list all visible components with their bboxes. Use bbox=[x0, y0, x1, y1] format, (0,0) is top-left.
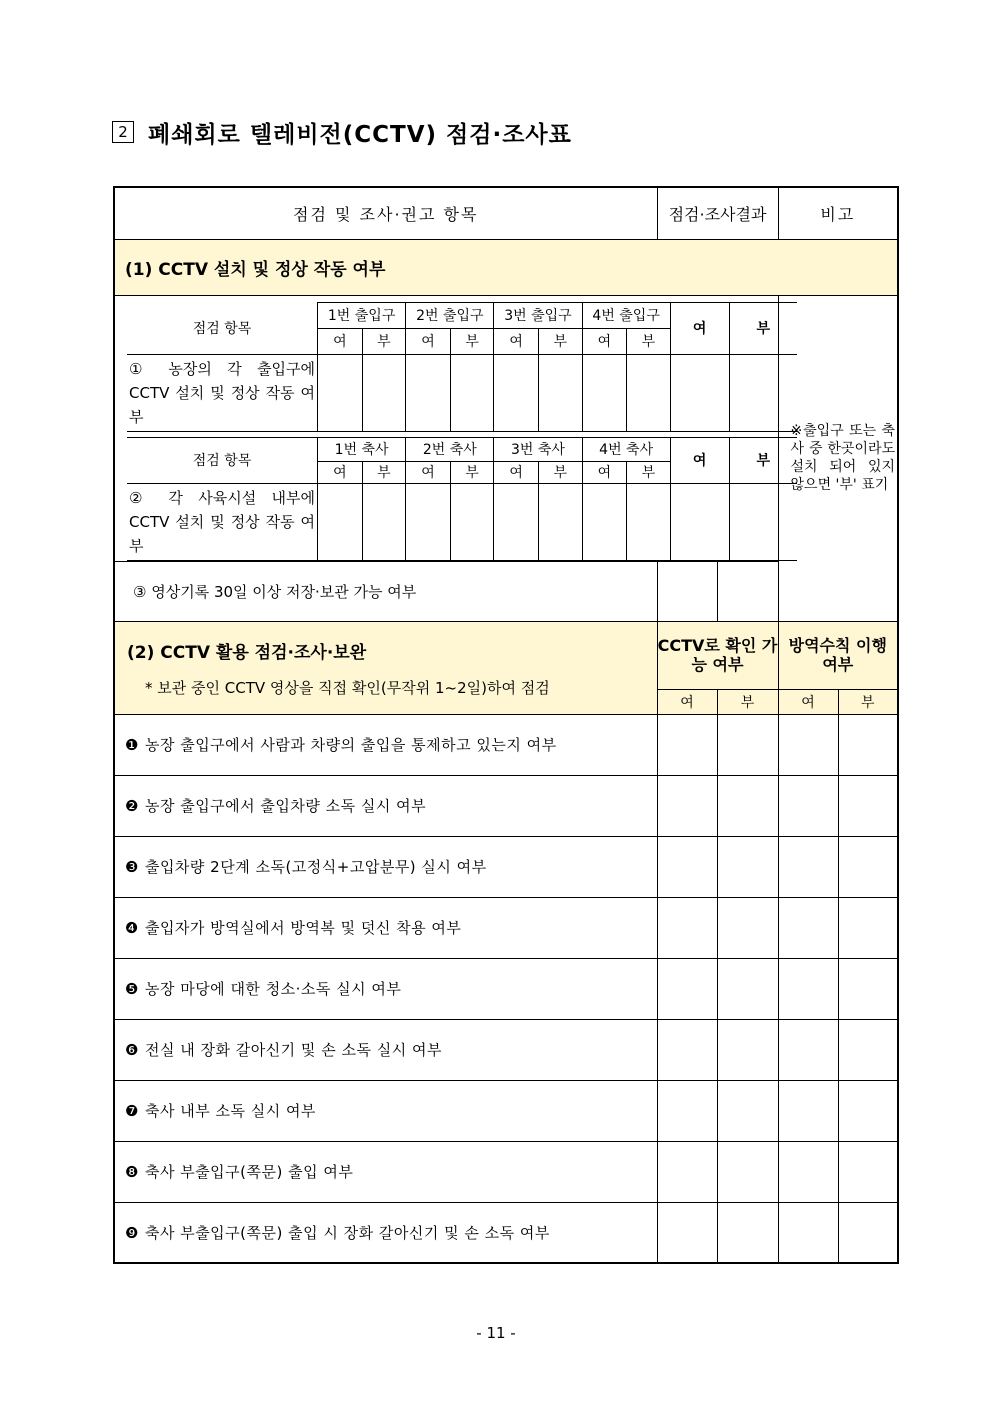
check-cell[interactable] bbox=[778, 775, 838, 836]
check-cell[interactable] bbox=[657, 1080, 717, 1141]
check-cell[interactable] bbox=[362, 354, 406, 431]
check-cell[interactable] bbox=[838, 958, 898, 1019]
barn-2: 2번 축사 bbox=[406, 437, 494, 461]
no-cell: 부 bbox=[627, 461, 671, 483]
check-cell[interactable] bbox=[778, 1080, 838, 1141]
barn-1: 1번 축사 bbox=[318, 437, 406, 461]
checklist-item-5: ❺ 농장 마당에 대한 청소·소독 실시 여부 bbox=[114, 958, 657, 1019]
section-number-box: 2 bbox=[112, 121, 134, 143]
result-no: 부 bbox=[729, 302, 797, 354]
check-cell[interactable] bbox=[838, 836, 898, 897]
check-cell[interactable] bbox=[778, 836, 838, 897]
entrance-2: 2번 출입구 bbox=[406, 302, 494, 328]
section1-body-row bbox=[114, 295, 898, 561]
check-cell[interactable] bbox=[657, 775, 717, 836]
check-cell[interactable] bbox=[838, 1202, 898, 1263]
check-cell[interactable] bbox=[494, 354, 539, 431]
yes-cell: 여 bbox=[406, 328, 451, 354]
col-quarantine: 방역수칙 이행 여부 bbox=[778, 621, 898, 689]
check-cell[interactable] bbox=[778, 1019, 838, 1080]
check-cell[interactable] bbox=[657, 958, 717, 1019]
check-cell[interactable] bbox=[717, 1080, 778, 1141]
no-cell: 부 bbox=[538, 328, 582, 354]
barn-3: 3번 축사 bbox=[494, 437, 582, 461]
section1-title: (1) CCTV 설치 및 정상 작동 여부 bbox=[114, 239, 898, 295]
check-cell[interactable] bbox=[838, 1019, 898, 1080]
yes-cell: 여 bbox=[318, 461, 363, 483]
checklist-item-1: ❶ 농장 출입구에서 사람과 차량의 출입을 통제하고 있는지 여부 bbox=[114, 714, 657, 775]
header-row bbox=[114, 187, 898, 239]
check-cell[interactable] bbox=[362, 483, 406, 560]
check-cell[interactable] bbox=[318, 483, 363, 560]
table-row bbox=[114, 1141, 898, 1202]
check-cell[interactable] bbox=[670, 483, 729, 560]
check-cell[interactable] bbox=[657, 1202, 717, 1263]
check-cell[interactable] bbox=[778, 958, 838, 1019]
check-cell[interactable] bbox=[717, 1202, 778, 1263]
check-cell[interactable] bbox=[838, 714, 898, 775]
check-cell[interactable] bbox=[538, 483, 582, 560]
header-result: 점검·조사결과 bbox=[657, 187, 778, 239]
check-cell[interactable] bbox=[717, 897, 778, 958]
no-cell: 부 bbox=[362, 461, 406, 483]
yes-cell: 여 bbox=[778, 689, 838, 714]
no-cell: 부 bbox=[538, 461, 582, 483]
check-cell[interactable] bbox=[582, 354, 627, 431]
section1-inner-table bbox=[127, 302, 797, 561]
header-remark: 비고 bbox=[778, 187, 898, 239]
check-cell[interactable] bbox=[406, 354, 451, 431]
check-cell[interactable] bbox=[717, 1019, 778, 1080]
no-cell: 부 bbox=[450, 328, 494, 354]
check-cell[interactable] bbox=[657, 897, 717, 958]
check-cell[interactable] bbox=[717, 1141, 778, 1202]
table-row bbox=[114, 836, 898, 897]
entrance-4: 4번 출입구 bbox=[582, 302, 670, 328]
check-cell[interactable] bbox=[657, 836, 717, 897]
yes-cell: 여 bbox=[318, 328, 363, 354]
checklist-item-4: ❹ 출입자가 방역실에서 방역복 및 덧신 착용 여부 bbox=[114, 897, 657, 958]
check-cell[interactable] bbox=[627, 354, 671, 431]
checklist-item-7: ❼ 축사 내부 소독 실시 여부 bbox=[114, 1080, 657, 1141]
check-cell[interactable] bbox=[838, 1141, 898, 1202]
check-cell[interactable] bbox=[717, 714, 778, 775]
no-cell: 부 bbox=[838, 689, 898, 714]
table-row bbox=[114, 775, 898, 836]
page-title bbox=[112, 116, 572, 148]
entrance-1: 1번 출입구 bbox=[318, 302, 406, 328]
yes-cell: 여 bbox=[582, 328, 627, 354]
check-cell[interactable] bbox=[494, 483, 539, 560]
no-cell: 부 bbox=[627, 328, 671, 354]
check-cell[interactable] bbox=[838, 897, 898, 958]
check-cell[interactable] bbox=[717, 836, 778, 897]
result-no: 부 bbox=[729, 437, 797, 483]
table-row bbox=[114, 1080, 898, 1141]
remark-note: ※출입구 또는 축사 중 한곳이라도 설치 되어 있지 않으면 '부' 표기 bbox=[778, 295, 898, 621]
check-cell[interactable] bbox=[778, 1141, 838, 1202]
no-cell: 부 bbox=[450, 461, 494, 483]
check-cell[interactable] bbox=[450, 483, 494, 560]
no-cell: 부 bbox=[717, 689, 778, 714]
checklist-item-8: ❽ 축사 부출입구(쪽문) 출입 여부 bbox=[114, 1141, 657, 1202]
check-cell[interactable] bbox=[450, 354, 494, 431]
check-cell[interactable] bbox=[582, 483, 627, 560]
section2-title-cell bbox=[114, 621, 657, 714]
check-cell[interactable] bbox=[318, 354, 363, 431]
section1-title-row bbox=[114, 239, 898, 295]
check-cell[interactable] bbox=[717, 775, 778, 836]
check-cell[interactable] bbox=[838, 775, 898, 836]
header-item: 점검 및 조사·권고 항목 bbox=[114, 187, 657, 239]
table-row bbox=[114, 714, 898, 775]
check-cell[interactable] bbox=[717, 958, 778, 1019]
question-2: ② 각 사육시설 내부에 CCTV 설치 및 정상 작동 여부 bbox=[127, 483, 318, 560]
checklist-item-9: ❾ 축사 부출입구(쪽문) 출입 시 장화 갈아신기 및 손 소독 여부 bbox=[114, 1202, 657, 1263]
section1-body bbox=[114, 295, 778, 561]
table-row bbox=[114, 897, 898, 958]
check-cell[interactable] bbox=[778, 897, 838, 958]
barn-4: 4번 축사 bbox=[582, 437, 670, 461]
check-cell[interactable] bbox=[657, 714, 717, 775]
yes-cell: 여 bbox=[494, 461, 539, 483]
yes-cell: 여 bbox=[657, 689, 717, 714]
table-row bbox=[114, 1019, 898, 1080]
section2-header-row bbox=[114, 621, 898, 689]
table-row bbox=[114, 1202, 898, 1263]
inspection-table bbox=[113, 186, 899, 1264]
no-cell: 부 bbox=[362, 328, 406, 354]
item-label-1: 점검 항목 bbox=[127, 302, 318, 354]
checklist-item-2: ❷ 농장 출입구에서 출입차량 소독 실시 여부 bbox=[114, 775, 657, 836]
question-1: ① 농장의 각 출입구에 CCTV 설치 및 정상 작동 여부 bbox=[127, 354, 318, 431]
check-cell[interactable] bbox=[657, 1141, 717, 1202]
check-cell[interactable] bbox=[670, 354, 729, 431]
check-cell[interactable] bbox=[406, 483, 451, 560]
result-yes: 여 bbox=[670, 302, 729, 354]
col-cctv-check: CCTV로 확인 가능 여부 bbox=[657, 621, 778, 689]
table-row bbox=[114, 958, 898, 1019]
item-label-2: 점검 항목 bbox=[127, 437, 318, 483]
check-cell[interactable] bbox=[778, 1202, 838, 1263]
section2-title: (2) CCTV 활용 점검·조사·보완 bbox=[127, 642, 367, 663]
check-cell[interactable] bbox=[838, 1080, 898, 1141]
check-cell[interactable] bbox=[657, 561, 717, 621]
check-cell[interactable] bbox=[778, 714, 838, 775]
question-3: ③ 영상기록 30일 이상 저장·보관 가능 여부 bbox=[114, 561, 657, 621]
checklist-item-6: ❻ 전실 내 장화 갈아신기 및 손 소독 실시 여부 bbox=[114, 1019, 657, 1080]
checklist-item-3: ❸ 출입차량 2단계 소독(고정식+고압분무) 실시 여부 bbox=[114, 836, 657, 897]
entrance-3: 3번 출입구 bbox=[494, 302, 582, 328]
check-cell[interactable] bbox=[657, 1019, 717, 1080]
yes-cell: 여 bbox=[406, 461, 451, 483]
title-text: 폐쇄회로 텔레비전(CCTV) 점검·조사표 bbox=[148, 121, 572, 148]
section2-subtitle: * 보관 중인 CCTV 영상을 직접 확인(무작위 1~2일)하여 점검 bbox=[145, 678, 550, 697]
yes-cell: 여 bbox=[582, 461, 627, 483]
yes-cell: 여 bbox=[494, 328, 539, 354]
check-cell[interactable] bbox=[627, 483, 671, 560]
check-cell[interactable] bbox=[538, 354, 582, 431]
page-number: - 11 - bbox=[476, 1324, 516, 1342]
check-cell[interactable] bbox=[717, 561, 778, 621]
result-yes: 여 bbox=[670, 437, 729, 483]
